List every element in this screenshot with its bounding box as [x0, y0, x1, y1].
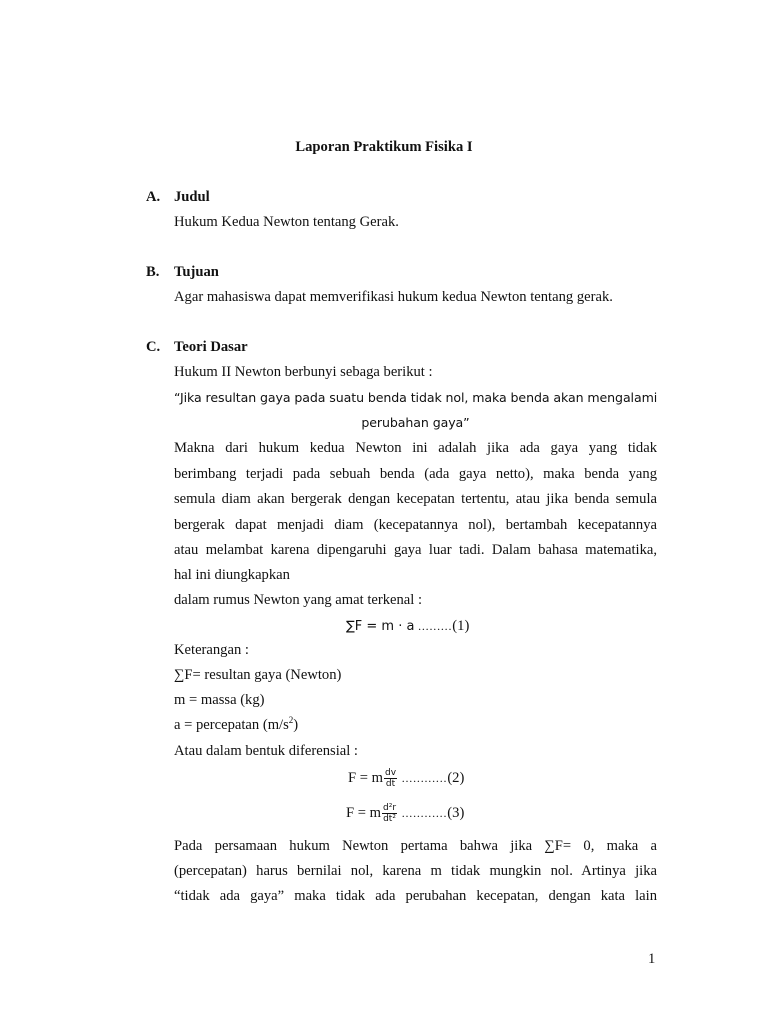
equation-1-leader: ......... [418, 619, 453, 633]
keterangan-label: Keterangan : [174, 642, 249, 658]
definition-mass: m = massa (kg) [174, 692, 265, 708]
equation-3-number: (3) [447, 805, 465, 821]
equation-3-leader: ............ [401, 806, 448, 820]
equation-2-fraction: $\frac{dv}{dt}$ [385, 768, 397, 790]
equation-1-number: (1) [452, 618, 470, 634]
equation-2-number: (2) [447, 770, 465, 786]
paragraph-line: (percepatan) harus bernilai nol, karena m tidak mungkin nol. Artinya jika [174, 863, 657, 879]
section-c-intro: Hukum II Newton berbunyi sebaga berikut : [174, 364, 433, 380]
paragraph-line: Pada persamaan hukum Newton pertama bahwa jika ∑F= 0, maka a [174, 838, 657, 854]
section-a-marker: A. [146, 189, 161, 205]
paragraph-line: dalam rumus Newton yang amat terkenal : [174, 592, 423, 608]
paragraph-line: semula diam akan bergerak dengan kecepatan tertentu, atau jika benda semula [174, 491, 657, 507]
equation-2-leader: ............ [401, 771, 448, 785]
definition-force: ∑F= resultan gaya (Newton) [174, 667, 342, 683]
section-a-heading: Judul [174, 189, 210, 205]
equation-3 [346, 801, 464, 825]
section-c-marker: C. [146, 339, 161, 355]
definition-acceleration: a = percepatan $(m/s^2)$ [174, 715, 299, 733]
section-b-text: Agar mahasiswa dapat memverifikasi hukum kedua Newton tentang gerak. [174, 289, 613, 305]
section-c-heading: Teori Dasar [174, 339, 248, 355]
equation-3-lhs: F = m [346, 805, 381, 821]
newton-quote-line-1: “Jika resultan gaya pada suatu benda tidak nol, maka benda akan mengalami [174, 390, 658, 405]
section-a-text: Hukum Kedua Newton tentang Gerak. [174, 214, 399, 230]
paragraph-line: hal ini diungkapkan [174, 567, 290, 583]
paragraph-line: Makna dari hukum kedua Newton ini adalah jika ada gaya yang tidak [174, 440, 657, 456]
equation-1-expression: ∑F = m · a [346, 619, 415, 634]
paragraph-line: bergerak dapat menjadi diam (kecepatannya nol), bertambah kecepatannya [174, 517, 657, 533]
equation-2-lhs: F = m [348, 770, 383, 786]
report-title: Laporan Praktikum Fisika I [295, 139, 473, 155]
page-number: 1 [648, 951, 656, 967]
section-b-marker: B. [146, 264, 160, 280]
paragraph-line: berimbang terjadi pada sebuah benda (ada gaya netto), maka benda yang [174, 466, 657, 482]
diferensial-label: Atau dalam bentuk diferensial : [174, 743, 358, 759]
newton-quote-line-2: perubahan gaya” [361, 415, 470, 430]
equation-2 [348, 766, 464, 790]
equation-1 [346, 617, 469, 636]
equation-3-fraction: $\frac{\text{d²r}}{\text{dt²}}$ [383, 803, 397, 825]
section-b-heading: Tujuan [174, 264, 219, 280]
paragraph-line: “tidak ada gaya” maka tidak ada perubahan kecepatan, dengan kata lain [174, 888, 657, 904]
paragraph-line: atau melambat karena dipengaruhi gaya luar tadi. Dalam bahasa matematika, [174, 542, 657, 558]
